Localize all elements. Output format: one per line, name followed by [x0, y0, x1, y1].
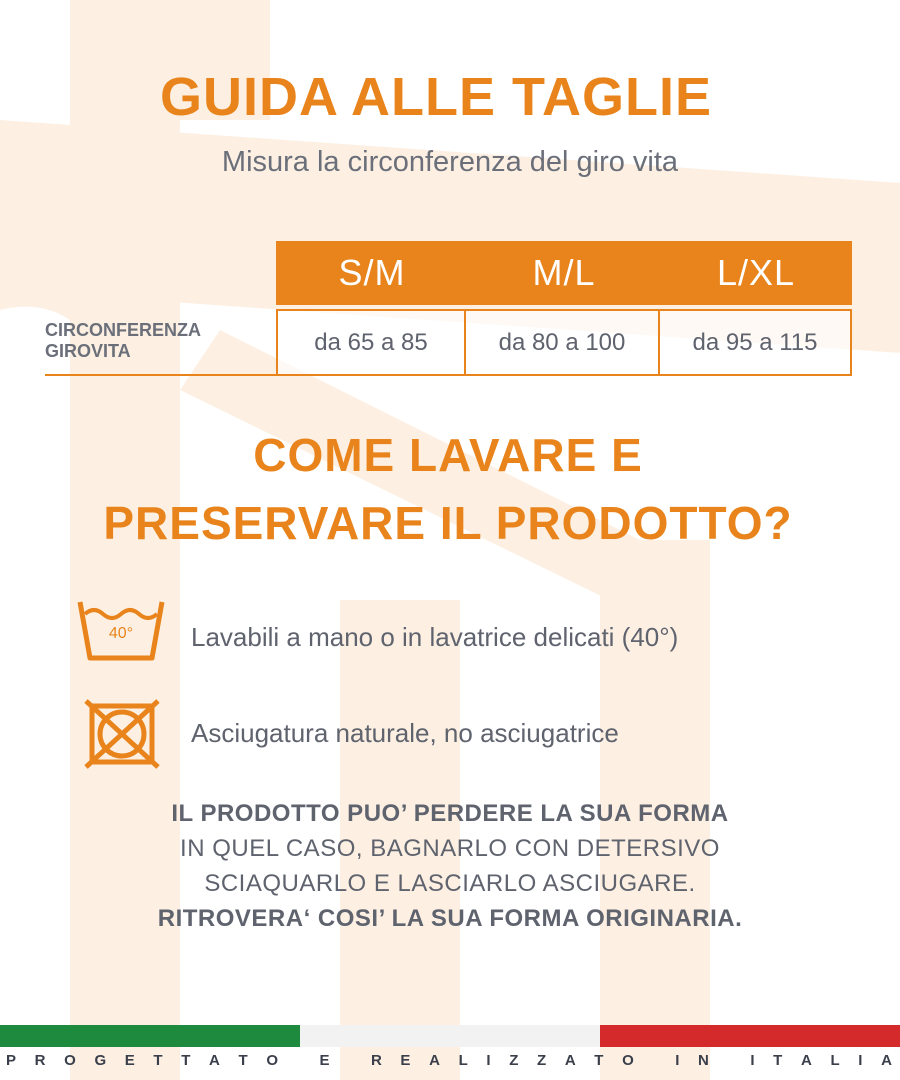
footer-letter: T: [153, 1052, 163, 1069]
footer-letter: T: [594, 1052, 604, 1069]
size-value-lxl: da 95 a 115: [660, 309, 852, 376]
care-item-wash: [0, 596, 900, 666]
footer-letter: P: [6, 1052, 17, 1069]
footer-letter: T: [773, 1052, 783, 1069]
wash-temperature-label: 40°: [108, 625, 134, 642]
size-table-header: [276, 241, 852, 305]
size-guide-subtitle: Misura la circonferenza del giro vita: [221, 146, 679, 178]
note-line3: SCIAQUARLO E LASCIARLO ASCIUGARE.: [204, 870, 696, 897]
footer-letter: R: [370, 1052, 382, 1069]
footer-letter: I: [675, 1052, 680, 1069]
footer-letter: [728, 1052, 732, 1072]
care-title-line2: PRESERVARE IL PRODOTTO?: [103, 497, 793, 549]
footer-letter: [297, 1052, 301, 1072]
care-item-dry: [0, 699, 900, 769]
waist-row-label-line2: GIROVITA: [45, 341, 131, 361]
note-line4: RITROVERA‘ COSI’ LA SUA FORMA ORIGINARIA.: [157, 905, 743, 932]
footer-letter: G: [94, 1052, 107, 1069]
footer-letter: L: [458, 1052, 468, 1069]
footer-letter: I: [750, 1052, 755, 1069]
footer-letter: Z: [537, 1052, 547, 1069]
footer-letter: O: [622, 1052, 634, 1069]
no-tumble-dry-icon: [76, 699, 168, 769]
footer-letter: A: [800, 1052, 812, 1069]
size-value-ml: da 80 a 100: [466, 309, 660, 376]
flag-green-band: [0, 1025, 300, 1047]
footer-letter: L: [830, 1052, 840, 1069]
footer-letter: O: [266, 1052, 279, 1069]
footer-letter: Z: [509, 1052, 519, 1069]
care-note: [0, 796, 900, 936]
footer-letter: [348, 1052, 352, 1072]
footer-letter: I: [486, 1052, 491, 1069]
size-guide-title: GUIDA ALLE TAGLIE: [160, 67, 712, 127]
footer-letter: T: [238, 1052, 248, 1069]
flag-red-band: [600, 1025, 900, 1047]
italian-flag-stripe: [0, 1025, 900, 1047]
size-value-sm: da 65 a 85: [276, 309, 466, 376]
note-line2: IN QUEL CASO, BAGNARLO CON DETERSIVO: [180, 835, 720, 862]
note-line1: IL PRODOTTO PUO’ PERDERE LA SUA FORMA: [171, 800, 729, 827]
flag-white-band: [300, 1025, 600, 1047]
wash-instruction: Lavabili a mano o in lavatrice delicati (40°): [191, 622, 679, 652]
waist-row-label: [45, 320, 275, 362]
size-column-ml: M/L: [532, 252, 596, 293]
footer-letter: A: [429, 1052, 440, 1069]
wash-basin-icon: [76, 596, 168, 666]
row-label-underline: [45, 374, 277, 376]
dry-instruction: Asciugatura naturale, no asciugatrice: [191, 718, 619, 748]
footer-letter: A: [209, 1052, 220, 1069]
care-title-line1: COME LAVARE E: [253, 429, 643, 481]
footer-letter: R: [34, 1052, 46, 1069]
made-in-italy-footer: [0, 1052, 900, 1072]
waist-row-label-line1: CIRCONFERENZA: [45, 320, 201, 340]
footer-letter: E: [319, 1052, 330, 1069]
footer-letter: N: [698, 1052, 709, 1069]
size-column-lxl: L/XL: [716, 252, 796, 293]
size-table-row: [276, 309, 852, 376]
footer-letter: A: [564, 1052, 576, 1069]
footer-letter: O: [64, 1052, 76, 1069]
footer-letter: E: [124, 1052, 135, 1069]
footer-letter: E: [400, 1052, 411, 1069]
footer-letter: [652, 1052, 656, 1072]
size-column-sm: S/M: [338, 252, 406, 293]
footer-letter: T: [181, 1052, 191, 1069]
footer-letter: I: [858, 1052, 863, 1069]
footer-letter: A: [881, 1052, 892, 1069]
